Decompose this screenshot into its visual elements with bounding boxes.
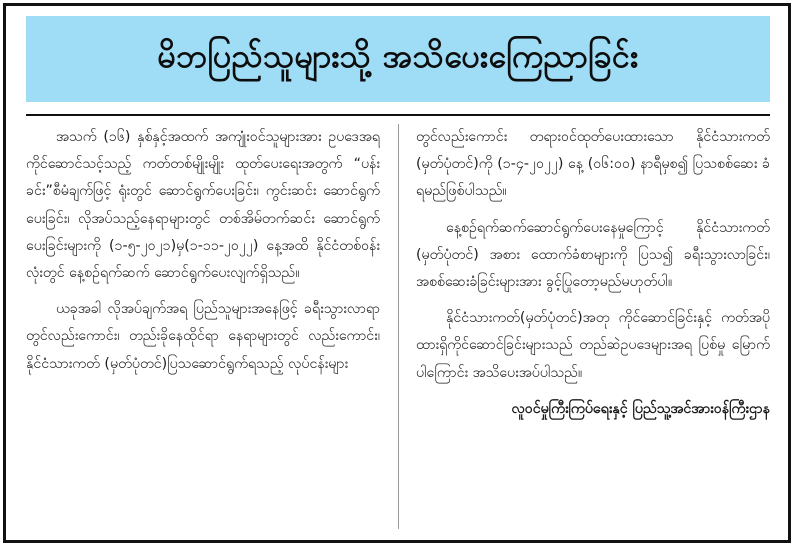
paragraph: ယခုအခါ လိုအပ်ချက်အရ ပြည်သူများအနေဖြင့် ခရီးသွားလာရာ တွင်လည်းကောင်း၊ တည်းခိုနေထိုင်ရာ နေရာများတွင် လည်းကောင်း၊ နိုင်ငံသားကတ် (မှတ်ပုံတင်)ပြသဆောင်ရွက်ရသည့် လုပ်ငန်းများ <box>26 301 380 372</box>
paragraph: အသက် (၁၆) နှစ်နှင့်အထက် အကျုံးဝင်သူများအား ဥပဒေအရ ကိုင်ဆောင်သင့်သည့် ကတ်တစ်မျိုးမျိုး ထုတ်ပေးရေးအတွက် “ပန်းခင်း”စီမံချက်ဖြင့် ရုံးတွင် ဆောင်ရွက်ပေးခြင်း၊ ကွင်းဆင်း ဆောင်ရွက်ပေးခြင်း၊ လိုအပ်သည့်နေရာများတွင် တစ်အိမ်တက်ဆင်း ဆောင်ရွက်ပေးခြင်းများကို (၁-၅-၂၀၂၁)မှ(၁-၁၁-၂၀၂၂) နေ့အထိ နိုင်ငံတစ်ဝန်းလုံးတွင် နေ့စဉ်ရက်ဆက် ဆောင်ရွက်ပေးလျက်ရှိသည်။ <box>26 129 380 282</box>
paragraph: နေ့စဉ်ရက်ဆက်ဆောင်ရွက်ပေးနေမှုကြောင့် နိုင်ငံသားကတ် (မှတ်ပုံတင်) အစား ထောက်ခံစာများကို ပြသ၍ ခရီးသွားလာခြင်း၊ အစစ်ဆေးခံခြင်းများအား ခွင့်ပြုတော့မည်မဟုတ်ပါ။ <box>416 219 770 291</box>
paragraph: နိုင်ငံသားကတ်(မှတ်ပုံတင်)အတု ကိုင်ဆောင်ခြင်းနှင့် ကတ်အပို ထားရှိကိုင်ဆောင်ခြင်းများသည် တည်ဆဲဥပဒေများအရ ပြစ်မှု မြောက်ပါကြောင်း အသိပေးအပ်ပါသည်။ <box>416 310 770 381</box>
column-divider <box>398 124 399 529</box>
paragraph: တွင်လည်းကောင်း တရားဝင်ထုတ်ပေးထားသော နိုင်ငံသားကတ် (မှတ်ပုံတင်)ကို (၁-၄-၂၀၂၂) နေ့ (၀၆:၀၀) နာရီမှစ၍ ပြသစစ်ဆေး ခံရမည်ဖြစ်ပါသည်။ <box>416 129 770 200</box>
right-column <box>416 124 770 534</box>
notice-body <box>26 124 770 534</box>
notice-frame <box>3 3 791 543</box>
notice-title: မိဘပြည်သူများသို့ အသိပေးကြေညာခြင်း <box>157 37 639 75</box>
left-column <box>26 124 380 534</box>
title-divider <box>26 114 770 116</box>
issuer-signature: လူဝင်မှုကြီးကြပ်ရေးနှင့် ပြည်သူ့အင်အားဝန်ကြီးဌာန <box>511 400 770 417</box>
title-band <box>26 16 770 102</box>
